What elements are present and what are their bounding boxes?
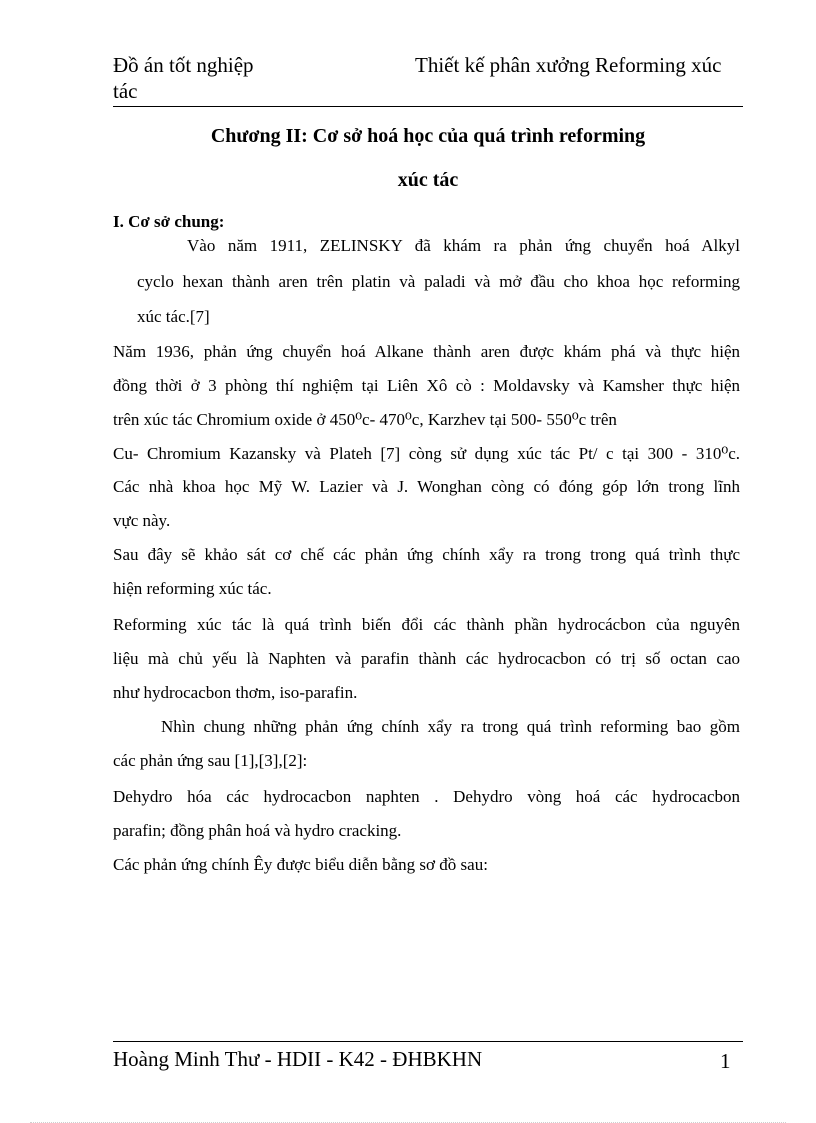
header-right: Thiết kế phân xưởng Reforming xúc (415, 53, 722, 77)
paragraph-line: Sau đây sẽ khảo sát cơ chế các phản ứng chính xẩy ra trong trong quá trình thực (113, 545, 740, 564)
chapter-title-line2: xúc tác (397, 169, 459, 191)
paragraph-line: vực này. (113, 511, 171, 530)
paragraph-line: xúc tác.[7] (137, 307, 210, 326)
paragraph-line: Reforming xúc tác là quá trình biến đổi các thành phần hydrocácbon của nguyên (113, 615, 740, 634)
paragraph-line: Các nhà khoa học Mỹ W. Lazier và J. Wonghan còng có đóng góp lớn trong lĩnh (113, 477, 740, 496)
paragraph-line: như hydrocacbon thơm, iso-parafin. (113, 683, 358, 702)
footer-page-number: 1 (720, 1049, 731, 1073)
paragraph-line: hiện reforming xúc tác. (113, 579, 272, 598)
footer-rule (113, 1041, 743, 1042)
footer-author: Hoàng Minh Thư - HDII - K42 - ĐHBKHN (113, 1047, 483, 1071)
header-left-line2: tác (113, 79, 138, 103)
header-left-line1: Đồ án tốt nghiệp (113, 53, 254, 77)
paragraph-line: các phản ứng sau [1],[3],[2]: (113, 751, 308, 770)
paragraph-line: liệu mà chủ yếu là Naphten và parafin thành các hydrocacbon có trị số octan cao (113, 649, 740, 668)
paragraph-line: parafin; đồng phân hoá và hydro cracking. (113, 821, 402, 840)
paragraph-line: trên xúc tác Chromium oxide ở 450⁰c- 470⁰c, Karzhev tại 500- 550⁰c trên (113, 410, 617, 429)
paragraph-line: Các phản ứng chính Êy được biểu diễn bằng sơ đồ sau: (113, 855, 488, 874)
chapter-title-line1: Chương II: Cơ sở hoá học của quá trình reforming (210, 125, 646, 147)
paragraph-line: đồng thời ở 3 phòng thí nghiệm tại Liên Xô cò : Moldavsky và Kamsher thực hiện (113, 376, 740, 395)
paragraph-line: Năm 1936, phản ứng chuyển hoá Alkane thành aren được khám phá và thực hiện (113, 342, 740, 361)
paragraph-line: Dehydro hóa các hydrocacbon naphten . Dehydro vòng hoá các hydrocacbon (113, 787, 740, 806)
paragraph-line: Cu- Chromium Kazansky và Plateh [7] còng sử dụng xúc tác Pt/ c tại 300 - 310⁰c. (113, 444, 740, 463)
paragraph-line: Nhìn chung những phản ứng chính xẩy ra trong quá trình reforming bao gồm (161, 717, 740, 736)
header-rule (113, 106, 743, 107)
section-heading: I. Cơ sở chung: (113, 212, 225, 231)
paragraph-line: cyclo hexan thành aren trên platin và paladi và mở đầu cho khoa học reforming (137, 272, 740, 291)
paragraph-line: Vào năm 1911, ZELINSKY đã khám ra phản ứng chuyển hoá Alkyl (187, 236, 740, 255)
